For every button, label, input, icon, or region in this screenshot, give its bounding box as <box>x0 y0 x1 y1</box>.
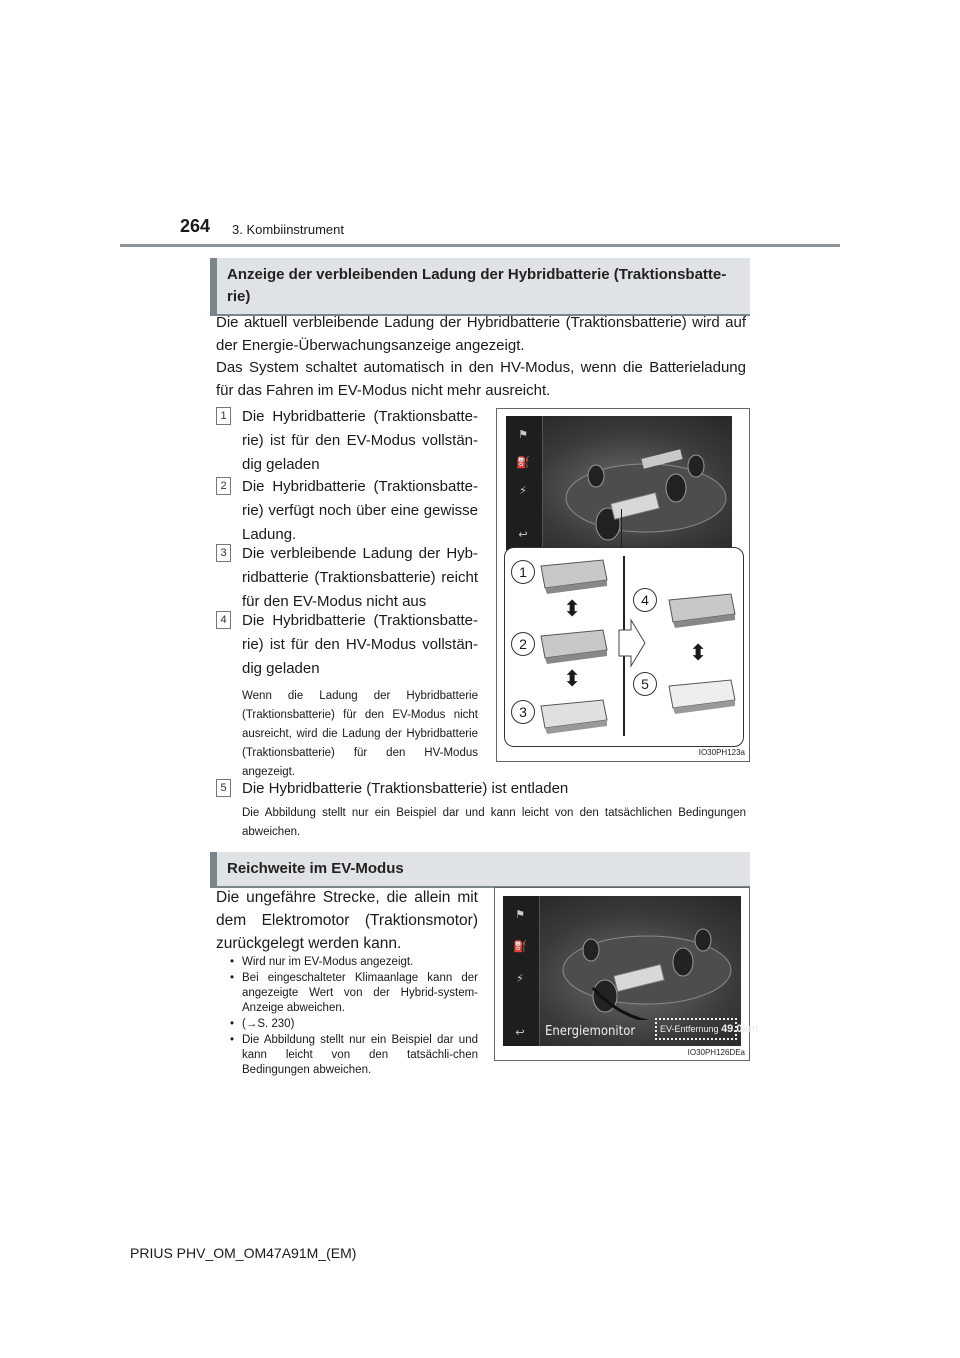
flag-icon: ⚑ <box>518 429 528 441</box>
battery-icon-partial <box>535 628 611 664</box>
double-arrow-icon: ⬍ <box>563 596 582 621</box>
callout-3: 3 <box>511 700 535 724</box>
battery-icon-empty <box>663 678 739 714</box>
header-divider <box>120 244 840 247</box>
ev-icon: ⚡ <box>519 485 527 497</box>
energy-monitor-label: Energiemonitor <box>545 1024 636 1039</box>
double-arrow-icon: ⬍ <box>563 666 582 691</box>
double-arrow-icon: ⬍ <box>689 640 708 665</box>
figure-battery-levels <box>496 408 750 762</box>
item-number: 4 <box>216 611 231 629</box>
pointer-line <box>621 509 622 551</box>
callout-2: 2 <box>511 632 535 656</box>
energy-monitor-screen <box>503 896 759 1046</box>
figure-ev-range <box>494 887 759 1061</box>
item-4-note: Wenn die Ladung der Hybridbatterie (Traktionsbatterie) für den EV-Modus nicht ausreicht, wird die Ladung der Hybridbatterie (Traktionsbatterie) für den HV-Modus angezeigt. <box>242 690 478 778</box>
ev-range-value: 49.0km <box>721 1023 759 1035</box>
battery-icon-hv-full <box>663 592 739 628</box>
battery-levels-panel <box>504 547 744 747</box>
bullet-list <box>230 955 478 1079</box>
bullet-item: • Bei eingeschalteter Klimaanlage kann der angezeigte Wert von der Hybrid-system-Anzeige abweichen. <box>230 971 478 1016</box>
figure-code: IO30PH126DEa <box>687 1048 745 1057</box>
figure-note: Die Abbildung stellt nur ein Beispiel dar und kann leicht von den tatsächlichen Bedingungen abweichen. <box>242 807 746 838</box>
back-icon: ↩ <box>518 529 528 541</box>
item-text: Die Hybridbatterie (Traktionsbatterie) ist entladen <box>242 780 569 797</box>
item-number: 1 <box>216 407 231 425</box>
document-id: PRIUS PHV_OM_OM47A91M_(EM) <box>130 1245 357 1261</box>
page-number: 264 <box>180 216 211 236</box>
right-arrow-icon <box>617 618 647 668</box>
figure-code: IO30PH123a <box>698 748 745 757</box>
bullet-item-ref: • (→S. 230) <box>230 1017 478 1032</box>
battery-icon-low <box>535 698 611 734</box>
screen-sidebar <box>506 416 543 550</box>
item-number: 5 <box>216 779 231 797</box>
item-number: 2 <box>216 477 231 495</box>
callout-1: 1 <box>511 560 535 584</box>
callout-4: 4 <box>633 588 657 612</box>
list-item-1 <box>216 405 478 477</box>
item-text: Die Hybridbatterie (Traktionsbatte-rie) ist für den HV-Modus vollstän-dig geladen <box>242 612 478 677</box>
section2-paragraph: Die ungefähre Strecke, die allein mit dem Elektromotor (Traktionsmotor) zurückgelegt werden kann. <box>216 889 478 952</box>
item-text: Die Hybridbatterie (Traktionsbatte-rie) verfügt noch über eine gewisse Ladung. <box>242 478 478 543</box>
car-chassis-illustration <box>543 904 739 1020</box>
section1-paragraph-1: Die aktuell verbleibende Ladung der Hybridbatterie (Traktionsbatterie) wird auf der Energie-Überwachungsanzeige angezeigt. <box>216 314 746 354</box>
item-text: Die Hybridbatterie (Traktionsbatte-rie) ist für den EV-Modus vollstän-dig geladen <box>242 408 478 473</box>
list-item-3 <box>216 542 478 614</box>
car-chassis-illustration <box>546 426 730 546</box>
screen-sidebar <box>503 896 540 1046</box>
list-item-5 <box>216 777 756 801</box>
energy-monitor-screen <box>506 416 732 550</box>
section-title-battery-charge: Anzeige der verbleibenden Ladung der Hybridbatterie (Traktionsbatte-rie) <box>210 258 750 316</box>
section-title-ev-range: Reichweite im EV-Modus <box>210 852 750 888</box>
callout-5: 5 <box>633 672 657 696</box>
flag-icon: ⚑ <box>515 909 525 921</box>
list-item-2 <box>216 475 478 547</box>
fuel-icon: ⛽ <box>516 457 530 469</box>
chapter-title: 3. Kombiinstrument <box>232 222 344 237</box>
item-number: 3 <box>216 544 231 562</box>
bullet-item: • Die Abbildung stellt nur ein Beispiel dar und kann leicht von den tatsächli-chen Bedingungen abweichen. <box>230 1033 478 1078</box>
battery-icon-full <box>535 558 611 594</box>
ev-icon: ⚡ <box>516 973 524 985</box>
ev-range-readout <box>655 1018 759 1040</box>
bullet-item: • Wird nur im EV-Modus angezeigt. <box>230 955 478 970</box>
fuel-icon: ⛽ <box>513 941 527 953</box>
section1-paragraph-2: Das System schaltet automatisch in den HV-Modus, wenn die Batterieladung für das Fahren im EV-Modus nicht mehr ausreicht. <box>216 359 746 399</box>
back-icon: ↩ <box>515 1027 525 1039</box>
ev-range-label: EV-Entfernung <box>660 1024 719 1034</box>
list-item-4 <box>216 609 478 782</box>
item-text: Die verbleibende Ladung der Hyb-ridbatterie (Traktionsbatterie) reicht für den EV-Modus nicht aus <box>242 545 478 610</box>
